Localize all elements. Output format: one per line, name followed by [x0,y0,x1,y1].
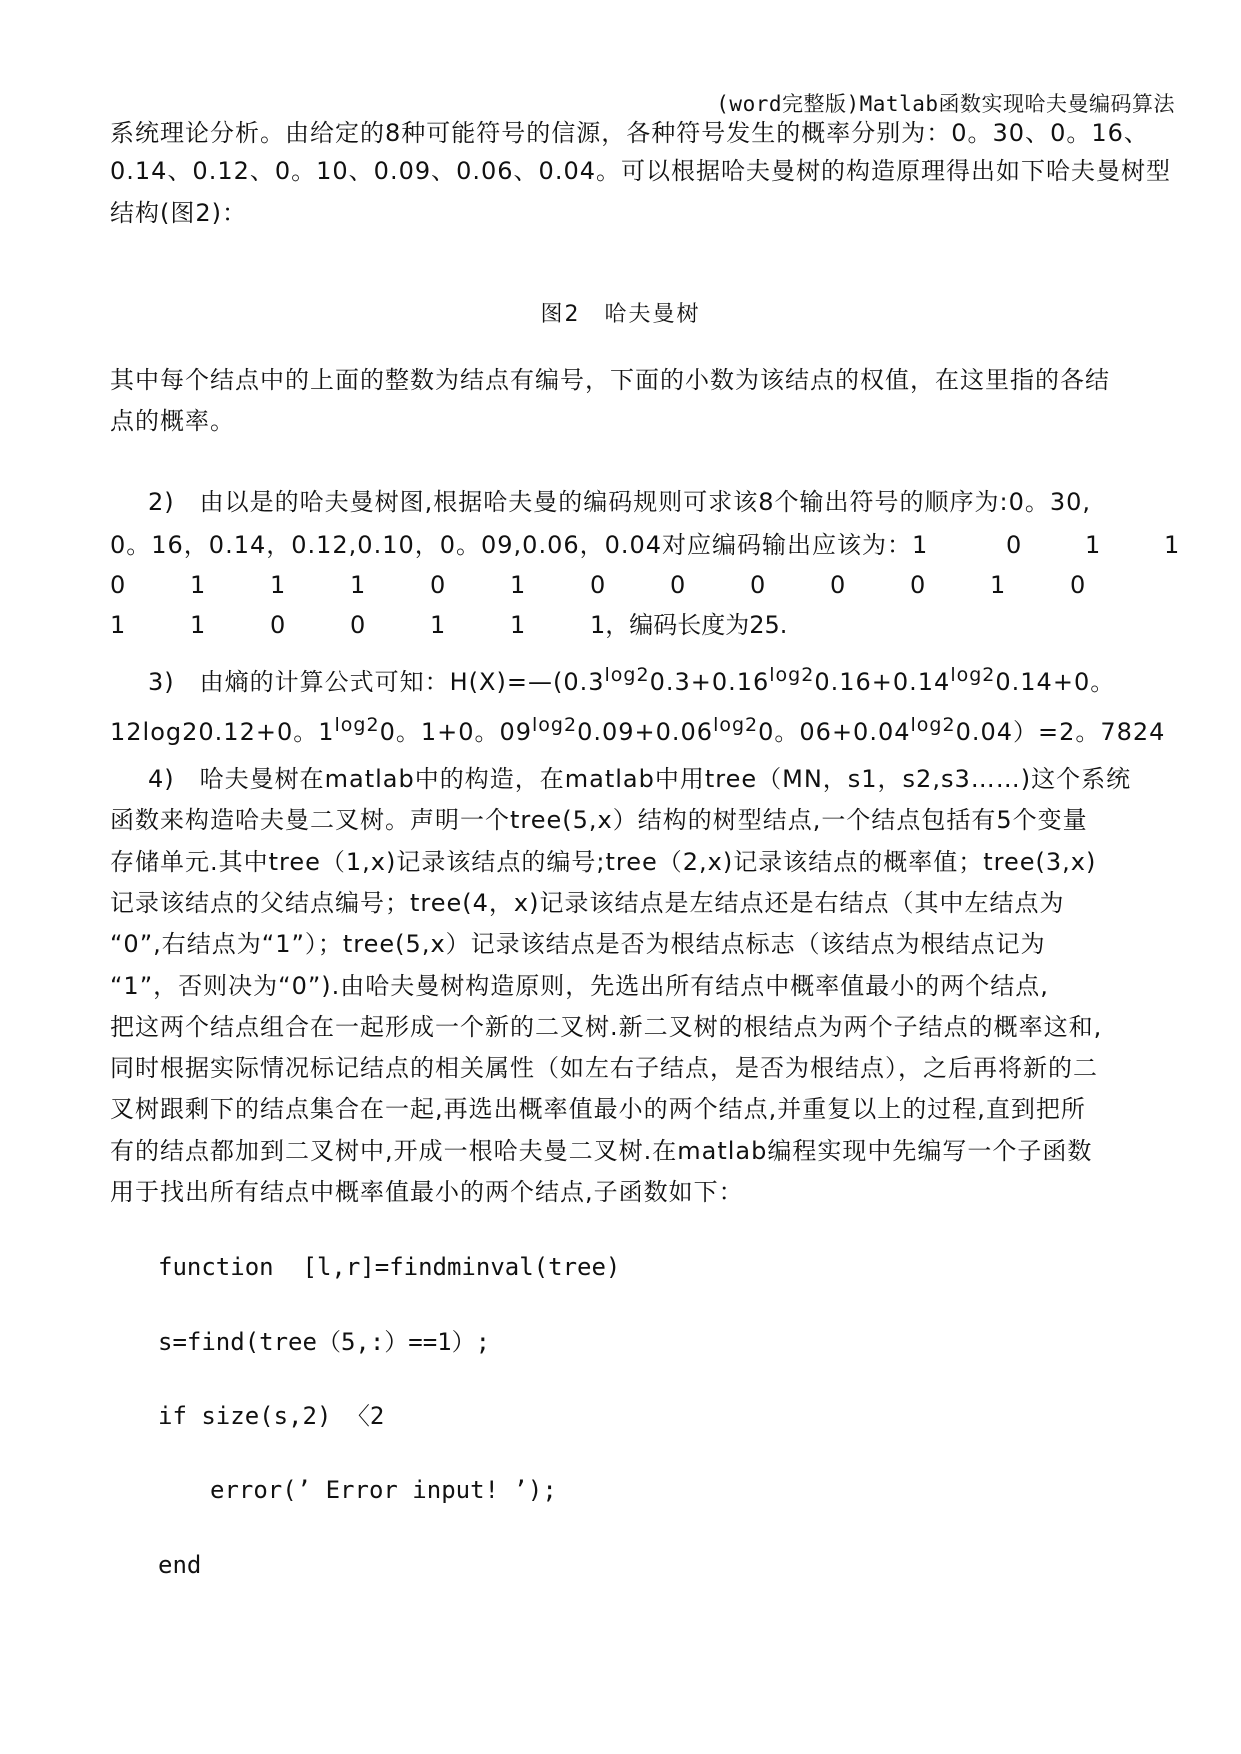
intro-line-3: 结构(图2)： [110,199,247,227]
item4-line-7: 把这两个结点组合在一起形成一个新的二叉树.新二叉树的根结点为两个子结点的概率这和, [110,1013,1103,1041]
code-bit: 1 [110,611,126,639]
code-bit: 0 [1070,571,1086,599]
code-bit: 1 [1164,531,1180,559]
log-text: log [604,664,637,686]
intro-line-1: 系统理论分析。由给定的8种可能符号的信源，各种符号发生的概率分别为：0。30、0。16、 [110,119,1149,147]
log-text: log [334,714,367,736]
log-base: 2 [366,714,380,736]
log-base: 2 [564,714,578,736]
note-line-2: 点的概率。 [110,407,235,435]
item4-line-5: “0”,右结点为“1”）；tree(5,x）记录该结点是否为根结点标志（该结点为根结点记为 [110,930,1046,958]
code-bit: 1 [190,571,206,599]
log-base: 2 [982,664,996,686]
entropy-line-1 [148,660,1115,697]
entropy-term: 0。1+0。09 [379,718,533,746]
note-line-1: 其中每个结点中的上面的整数为结点有编号，下面的小数为该结点的权值，在这里指的各结 [110,366,1110,394]
item4-line-3: 存储单元.其中tree（1,x)记录该结点的编号;tree（2,x)记录该结点的概率值；tree(3,x) [110,848,1097,876]
log-text: log [532,714,564,736]
entropy-term: 0。06+0.04 [758,718,911,746]
item4-line-2: 函数来构造哈夫曼二叉树。声明一个tree(5,x）结构的树型结点,一个结点包括有5个变量 [110,806,1088,834]
code-bit: 1 [510,611,526,639]
item4-line-6: “1”，否则决为“0”).由哈夫曼树构造原则，先选出所有结点中概率值最小的两个结点, [110,972,1049,1000]
entropy-term: 0.16+0.14 [814,668,951,696]
intro-line-2: 0.14、0.12、0。10、0.09、0.06、0.04。可以根据哈夫曼树的构造原理得出如下哈夫曼树型 [110,157,1171,185]
item4-line-8: 同时根据实际情况标记结点的相关属性（如左右子结点，是否为根结点），之后再将新的二 [110,1054,1098,1082]
log-text: log [769,664,802,686]
code-bit: 1 [1085,531,1101,559]
entropy-term: 0.09+0.06 [577,718,714,746]
code-bit: 0 [270,611,286,639]
code-bit: 1 [510,571,526,599]
page-header: (word完整版)Matlab函数实现哈夫曼编码算法 [716,92,1175,116]
code-bit: 0 [750,571,766,599]
code-line-4: error(’ Error input! ’); [210,1476,557,1504]
code-bit: 0 [910,571,926,599]
log-base: 2 [636,664,650,686]
code-bit: 0 [1006,531,1022,559]
code-bit: 0 [110,571,126,599]
log-text: log [950,664,983,686]
entropy-term: 0.04）=2。7824 [955,718,1166,746]
entropy-term: 0.12+0。1 [198,718,335,746]
log-base: 2 [745,714,759,736]
entropy-label: 3) 由熵的计算公式可知：H(X)=—(0.3 [148,668,605,696]
log-base: 2 [942,714,956,736]
code-line-2: s=find(tree（5,:）==1）; [158,1328,491,1356]
figure-caption: 图2 哈夫曼树 [540,302,701,327]
log-base: 2 [801,664,815,686]
code-bit: 1 [990,571,1006,599]
item4-line-10: 有的结点都加到二叉树中,开成一根哈夫曼二叉树.在matlab编程实现中先编写一个子函数 [110,1137,1093,1165]
log-text: log [910,714,943,736]
entropy-term: 0.14+0。 [995,668,1116,696]
code-bit: 1 [270,571,286,599]
code-line-5: end [158,1551,202,1579]
item4-line-1: 4) 哈夫曼树在matlab中的构造，在matlab中用tree（MN，s1，s2,s3……)这个系统 [148,765,1132,793]
code-tail: 1，编码长度为25. [590,611,788,639]
code-bit: 0 [430,571,446,599]
code-bit: 0 [350,611,366,639]
code-bit: 1 [190,611,206,639]
entropy-line-2 [110,710,1165,747]
entropy-term: 0.3+0.16 [649,668,770,696]
code-bit: 0 [590,571,606,599]
item4-line-11: 用于找出所有结点中概率值最小的两个结点,子函数如下： [110,1178,744,1206]
item4-line-9: 叉树跟剩下的结点集合在一起,再选出概率值最小的两个结点,并重复以上的过程,直到把所 [110,1095,1086,1123]
code-bit: 0 [670,571,686,599]
item2-line-1: 2) 由以是的哈夫曼树图,根据哈夫曼的编码规则可求该8个输出符号的顺序为:0。30, [148,488,1092,516]
log-base: 2 [182,718,199,746]
log-text: log [713,714,746,736]
item4-line-4: 记录该结点的父结点编号；tree(4，x)记录该结点是左结点还是右结点（其中左结点为 [110,889,1065,917]
code-line-3: if size(s,2) 〈2 [158,1402,385,1430]
code-line-1: function [l,r]=findminval(tree) [158,1253,621,1281]
code-bit: 1 [350,571,366,599]
code-bit: 1 [430,611,446,639]
item2-line-2: 0。16，0.14，0.12,0.10，0。09,0.06，0.04对应编码输出应该为：1 [110,531,929,559]
entropy-lead: 12log [110,718,183,746]
code-bit: 0 [830,571,846,599]
